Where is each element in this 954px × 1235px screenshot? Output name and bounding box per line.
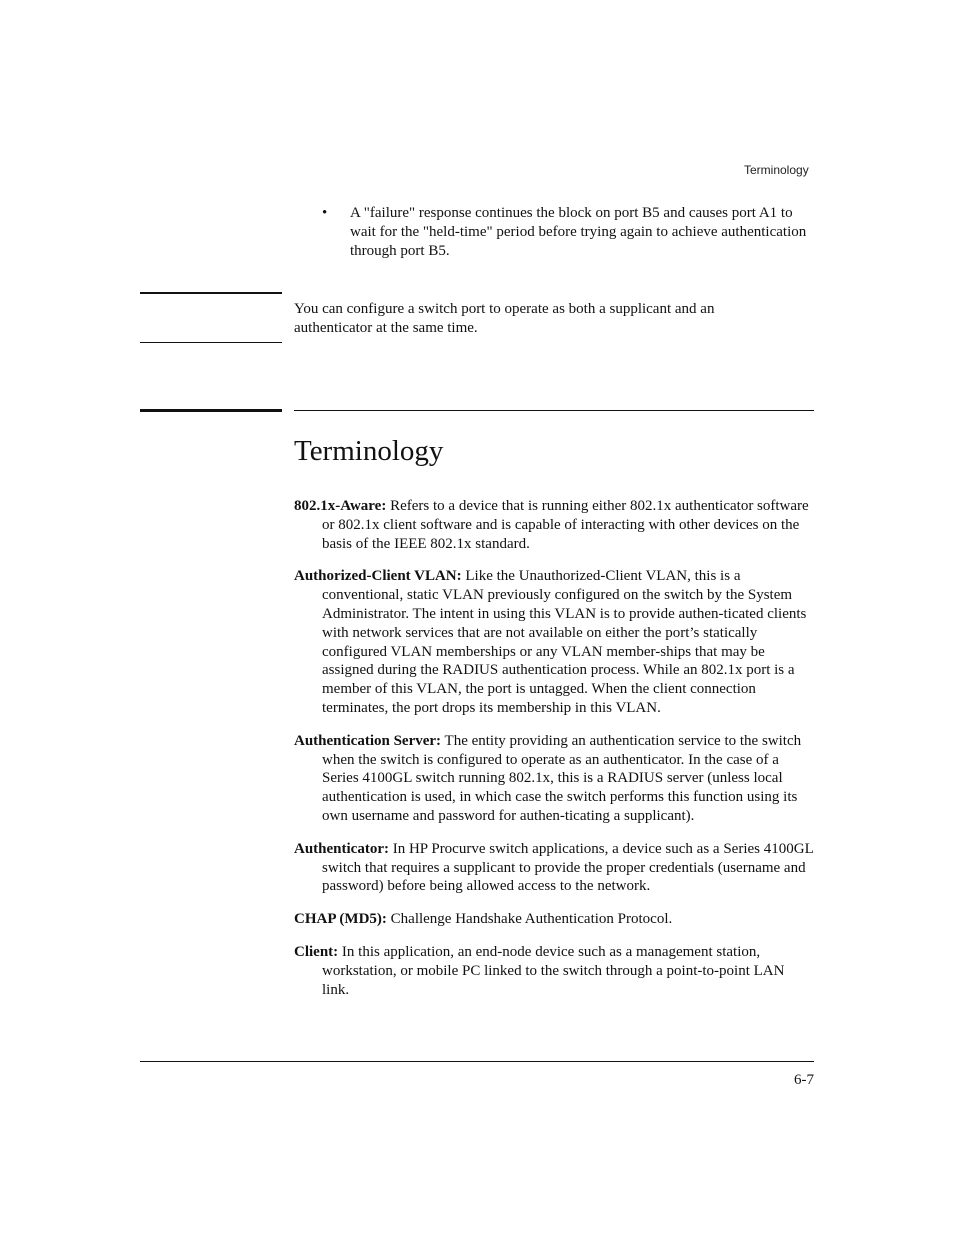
definition-text: The entity providing an authentication service to the switch when the switch is configured to operate as an authenticator. In the case of a Series 4100GL switch running 802.1x, this is a RADIUS server (unless local authentication is used, in which case the switch performs this function using its own username and password for authen-ticating a supplicant). [322, 732, 802, 824]
definition-item [294, 910, 814, 929]
section-rule-right [294, 410, 814, 411]
bullet-item [322, 204, 814, 261]
page-number: 6-7 [794, 1072, 814, 1088]
definition-term: Authentication Server: [294, 732, 442, 749]
section-title: Terminology [294, 435, 444, 467]
definition-term: Authorized-Client VLAN: [294, 568, 462, 585]
definition-text: Like the Unauthorized-Client VLAN, this is a conventional, static VLAN previously configured on the switch by the System Administrator. The intent in using this VLAN is to provide authen-ticated clients with network services that are not available on either the port’s statically configured VLAN memberships or any VLAN member-ships that may be assigned during the RADIUS authentication process. While an 802.1x port is a member of this VLAN, the port is untagged. When the client connection terminates, the port drops its membership in this VLAN. [322, 568, 807, 716]
definition-text: In this application, an end-node device such as a management station, workstation, or mobile PC linked to the switch through a point-to-point LAN link. [322, 943, 785, 998]
definition-text: Challenge Handshake Authentication Protocol. [386, 911, 673, 928]
definition-term: Authenticator: [294, 840, 389, 857]
definition-item [294, 840, 814, 896]
definition-text: In HP Procurve switch applications, a device such as a Series 4100GL switch that requires a supplicant to provide the proper credentials (username and password) before being allowed access to the network. [322, 840, 814, 895]
definition-list [294, 497, 814, 1013]
definition-term: CHAP (MD5): [294, 911, 387, 928]
definition-text: Refers to a device that is running either 802.1x authenticator software or 802.1x client software and is capable of interacting with other devices on the basis of the IEEE 802.1x standard. [322, 498, 809, 552]
definition-item [294, 567, 814, 717]
bullet-marker: • [322, 205, 328, 221]
definition-term: Client: [294, 943, 339, 960]
definition-item [294, 943, 814, 999]
bullet-text: A "failure" response continues the block on port B5 and causes port A1 to wait for the "held-time" period before trying again to achieve authentication through port B5. [350, 205, 807, 259]
section-rule-left [140, 409, 282, 412]
note-rule-bottom [140, 342, 282, 343]
note-text: You can configure a switch port to operate as both a supplicant and an authenticator at the same time. [294, 301, 715, 336]
running-head: Terminology [744, 163, 809, 177]
definition-item [294, 732, 814, 826]
note-rule-top [140, 292, 282, 294]
definition-item [294, 497, 814, 553]
footer-rule [140, 1061, 814, 1062]
definition-term: 802.1x-Aware: [294, 498, 387, 514]
